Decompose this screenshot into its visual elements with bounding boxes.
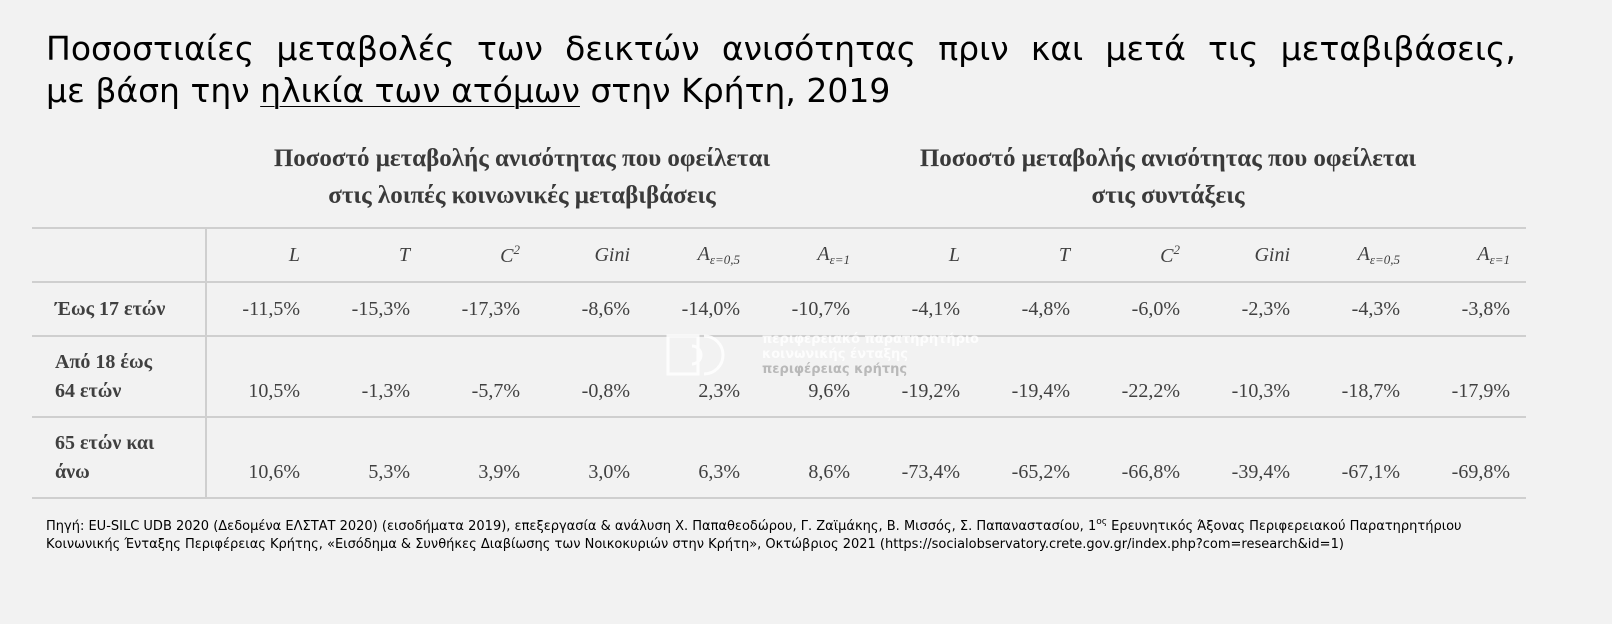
table-cell: -17,3%	[461, 297, 520, 320]
title-line2-pre: με βάση την	[46, 71, 261, 110]
table-cell: -3,8%	[1461, 297, 1510, 320]
row-label: Από 18 έως 64 ετών	[32, 336, 206, 417]
title-word: ανισότητας	[721, 29, 917, 68]
table-cell: -19,4%	[1011, 380, 1070, 402]
column-header: Gini	[594, 243, 630, 266]
table-cell: 10,5%	[248, 380, 300, 402]
page-title	[46, 28, 1516, 112]
column-header: L	[288, 243, 300, 266]
group-header-line: Ποσοστό μεταβολής ανισότητας που οφείλεται	[273, 145, 771, 172]
column-header: T	[398, 243, 410, 266]
column-header: $C^2$	[500, 242, 520, 267]
watermark-line: κοινωνικής ένταξης	[762, 347, 908, 362]
group-header-other-transfers	[222, 140, 822, 210]
group-header-line: στις λοιπές κοινωνικές μεταβιβάσεις	[328, 182, 716, 209]
table-cell: -6,0%	[1131, 297, 1180, 320]
column-header-row	[32, 228, 1526, 282]
table-row	[32, 282, 1526, 336]
column-header: L	[948, 243, 960, 266]
table-cell: -1,3%	[361, 380, 410, 402]
table-cell: -2,3%	[1241, 297, 1290, 320]
title-line-1	[46, 28, 1516, 70]
table-cell: -15,3%	[351, 297, 410, 320]
table-cell: -4,1%	[911, 297, 960, 320]
group-header-line: στις συντάξεις	[1091, 182, 1245, 209]
table-cell: 9,6%	[808, 380, 850, 402]
title-line-2	[46, 70, 1516, 112]
table-cell: -0,8%	[581, 380, 630, 402]
watermark-line: περιφέρειας κρήτης	[762, 362, 908, 377]
table-cell: -67,1%	[1341, 461, 1400, 483]
table-cell: 8,6%	[808, 461, 850, 483]
title-word: δεικτών	[565, 29, 700, 68]
title-word: τις	[1208, 29, 1259, 68]
title-word: πριν	[938, 29, 1009, 68]
table-cell: 3,0%	[588, 461, 630, 483]
column-header: T	[1058, 243, 1070, 266]
table-cell: -19,2%	[901, 380, 960, 402]
column-header: $A_{\varepsilon=1}$	[1477, 242, 1510, 267]
table-cell: -65,2%	[1011, 461, 1070, 483]
source-note: Πηγή: EU-SILC UDB 2020 (Δεδομένα ΕΛΣΤΑΤ 2020) (εισοδήματα 2019), επεξεργασία & ανάλυση Χ. Παπαθεοδώρου, Γ. Ζαϊμάκης, Β. Μισσός, Σ. Παπαναστασίου, $1^{o\varsigma}$ Ερευνητικός Άξονας Περιφερειακού Παρατηρητήριου Κοινωνικής Ένταξης Περιφέρειας Κρήτης, «Εισόδημα & Συνθήκες Διαβίωσης των Νοικοκυριών στην Κρήτη», Οκτώβριος 2021 (https://socialobservatory.crete.gov.gr/index.php?com=research&id=1)	[46, 517, 1462, 552]
title-word: των	[476, 29, 543, 68]
group-header-pensions	[868, 140, 1468, 210]
column-header: Gini	[1254, 243, 1290, 266]
table-cell: 2,3%	[698, 380, 740, 402]
title-line2-post: στην Κρήτη, 2019	[579, 71, 891, 110]
group-header-line: Ποσοστό μεταβολής ανισότητας που οφείλεται	[919, 145, 1417, 172]
table-cell: -4,8%	[1021, 297, 1070, 320]
title-word: Ποσοστιαίες	[46, 29, 255, 68]
table-cell: -66,8%	[1121, 461, 1180, 483]
table-cell: -10,3%	[1231, 380, 1290, 402]
column-header: $A_{\varepsilon=0,5}$	[697, 242, 740, 267]
table-row	[32, 417, 1526, 498]
table-cell: -4,3%	[1351, 297, 1400, 320]
table-cell: -69,8%	[1451, 461, 1510, 483]
table-cell: 6,3%	[698, 461, 740, 483]
watermark-text	[762, 332, 979, 377]
table-cell: -73,4%	[901, 461, 960, 483]
row-label: Έως 17 ετών	[32, 282, 206, 336]
table-cell: -39,4%	[1231, 461, 1290, 483]
table-cell: 3,9%	[478, 461, 520, 483]
column-header: $C^2$	[1160, 242, 1180, 267]
table-cell: -18,7%	[1341, 380, 1400, 402]
header-corner	[32, 228, 206, 282]
column-header: $A_{\varepsilon=1}$	[817, 242, 850, 267]
table-cell: -22,2%	[1121, 380, 1180, 402]
column-header: $A_{\varepsilon=0,5}$	[1357, 242, 1400, 267]
table-cell: -10,7%	[791, 297, 850, 320]
table-cell: -8,6%	[581, 297, 630, 320]
observatory-watermark	[664, 332, 984, 380]
table-cell: 10,6%	[248, 461, 300, 483]
table-cell: -5,7%	[471, 380, 520, 402]
watermark-line: περιφερειακό παρατηρητήριο	[762, 332, 979, 347]
title-word: και	[1030, 29, 1084, 68]
title-word: μετά	[1105, 29, 1186, 68]
row-label: 65 ετών και άνω	[32, 417, 206, 498]
table-cell: -14,0%	[681, 297, 740, 320]
title-word: μεταβιβάσεις,	[1280, 29, 1516, 68]
table-cell: -17,9%	[1451, 380, 1510, 402]
observatory-logo-icon	[664, 332, 740, 378]
table-cell: 5,3%	[368, 461, 410, 483]
title-word: μεταβολές	[276, 29, 455, 68]
title-underlined-phrase: ηλικία των ατόμων	[260, 71, 580, 110]
table-cell: -11,5%	[242, 297, 300, 320]
